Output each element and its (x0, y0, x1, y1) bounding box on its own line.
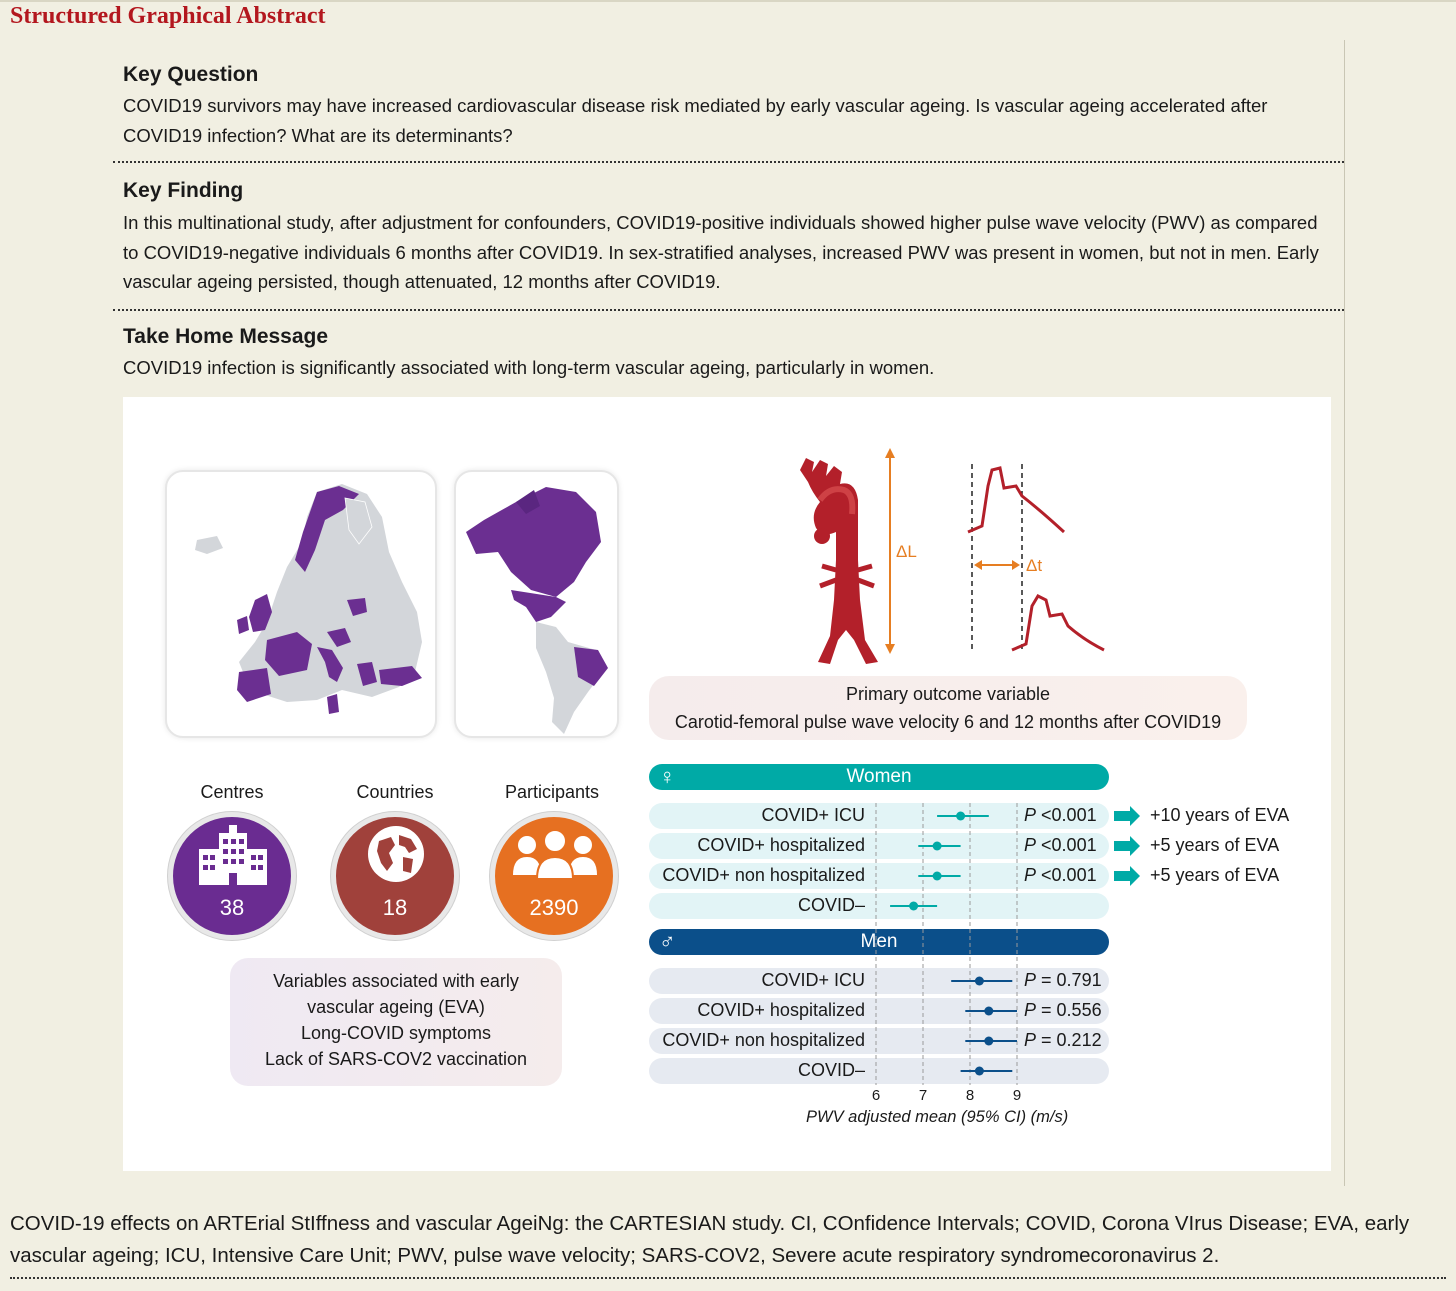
top-rule (0, 0, 1456, 2)
key-question-text: COVID19 survivors may have increased cardiovascular disease risk mediated by early vascular ageing. Is vascular ageing accelerated after COVID19 infection? What are its determinants? (123, 95, 1268, 146)
row-label: COVID– (797, 1060, 865, 1080)
hospital-icon (195, 825, 271, 889)
delta-t-label: Δt (1026, 556, 1043, 575)
p-symbol: P (1024, 865, 1037, 885)
europe-map (165, 470, 437, 738)
centres-circle (168, 812, 296, 940)
mean-point (984, 1037, 993, 1046)
globe-icon (365, 823, 427, 885)
arrow-right-icon (1114, 806, 1140, 826)
forest-plot (860, 795, 1040, 1085)
women-label: Women (846, 766, 912, 787)
mean-point (975, 977, 984, 986)
delta-l-label: ΔL (896, 542, 917, 561)
femoral-waveform (1012, 596, 1104, 650)
divider (113, 161, 1344, 163)
mean-point (984, 1007, 993, 1016)
pwv-diagram (760, 440, 1140, 670)
x-tick-label: 7 (918, 1087, 928, 1104)
outcome-box (649, 676, 1247, 740)
eva-label: +10 years of EVA (1150, 805, 1290, 825)
x-tick-label: 8 (965, 1087, 975, 1104)
figure-caption: COVID-19 effects on ARTErial StIffness and vascular AgeiNg: the CARTESIAN study. CI, COnfidence Intervals; COVID, Corona VIrus Disease; EVA, early vascular ageing; ICU, Intensive Care Unit; PWV, pulse wave velocity; SARS-COV2, Severe acute respiratory syndromecoronavirus 2. (10, 1212, 1410, 1267)
p-symbol: P (1024, 1030, 1037, 1050)
take-home-heading: Take Home Message (123, 325, 329, 348)
p-symbol: P (1024, 805, 1037, 825)
eva-label: +5 years of EVA (1150, 835, 1280, 855)
abstract-title: Structured Graphical Abstract (10, 3, 326, 29)
key-finding-heading: Key Finding (123, 179, 244, 202)
p-symbol: P (1024, 835, 1037, 855)
mean-point (975, 1067, 984, 1076)
carotid-waveform (968, 468, 1064, 532)
eva-arrows (1114, 806, 1142, 888)
outcome-title: Primary outcome variable (845, 684, 1051, 704)
p-symbol: P (1024, 1000, 1037, 1020)
row-label: COVID+ ICU (761, 805, 865, 825)
participants-value: 2390 (529, 895, 579, 920)
variables-line: vascular ageing (EVA) (307, 997, 485, 1017)
row-label: COVID+ non hospitalized (662, 1030, 865, 1050)
variables-line: Variables associated with early (273, 971, 519, 991)
variables-line: Lack of SARS-COV2 vaccination (264, 1049, 528, 1069)
x-tick-label: 9 (1012, 1087, 1022, 1104)
p-value: <0.001 (1041, 805, 1097, 825)
divider (113, 309, 1344, 311)
x-tick-label: 6 (871, 1087, 881, 1104)
variables-line: Long-COVID symptoms (300, 1023, 492, 1043)
mean-point (933, 842, 942, 851)
key-question-heading: Key Question (123, 63, 259, 86)
women-banner (649, 764, 1109, 790)
countries-circle (331, 812, 459, 940)
people-icon (511, 827, 599, 887)
aorta-illustration (800, 458, 878, 664)
mean-point (956, 812, 965, 821)
centres-label: Centres (200, 782, 264, 802)
female-icon: ♀ (659, 764, 676, 789)
p-value: = 0.556 (1041, 1000, 1102, 1020)
row-label: COVID– (797, 895, 865, 915)
p-symbol: P (1024, 970, 1037, 990)
americas-map (454, 470, 619, 738)
arrow-right-icon (1114, 866, 1140, 886)
take-home-text: COVID19 infection is significantly associated with long-term vascular ageing, particularly in women. (123, 357, 935, 378)
countries-label: Countries (356, 782, 434, 802)
p-value: = 0.212 (1041, 1030, 1102, 1050)
mean-point (909, 902, 918, 911)
mean-point (933, 872, 942, 881)
men-label: Men (860, 931, 898, 952)
p-value: <0.001 (1041, 835, 1097, 855)
p-value: = 0.791 (1041, 970, 1102, 990)
countries-value: 18 (382, 895, 408, 920)
x-axis-label: PWV adjusted mean (95% CI) (m/s) (806, 1108, 1069, 1126)
arrow-right-icon (1114, 836, 1140, 856)
outcome-description: Carotid-femoral pulse wave velocity 6 and 12 months after COVID19 (674, 712, 1222, 732)
participants-label: Participants (504, 782, 600, 802)
row-label: COVID+ hospitalized (697, 1000, 865, 1020)
participants-circle (490, 812, 618, 940)
row-label: COVID+ non hospitalized (662, 865, 865, 885)
p-value: <0.001 (1041, 865, 1097, 885)
bottom-divider (10, 1277, 1446, 1279)
row-label: COVID+ hospitalized (697, 835, 865, 855)
key-finding-text: In this multinational study, after adjustment for confounders, COVID19-positive individuals showed higher pulse wave velocity (PWV) as compared to COVID19-negative individuals 6 months after COVID19. In sex-stratified analyses, increased PWV was present in women, but not in men. Early vascular ageing persisted, though attenuated, 12 months after COVID19. (123, 212, 1319, 292)
variables-box (230, 958, 562, 1086)
eva-label: +5 years of EVA (1150, 865, 1280, 885)
row-label: COVID+ ICU (761, 970, 865, 990)
male-icon: ♂ (659, 929, 676, 954)
centres-value: 38 (219, 895, 245, 920)
